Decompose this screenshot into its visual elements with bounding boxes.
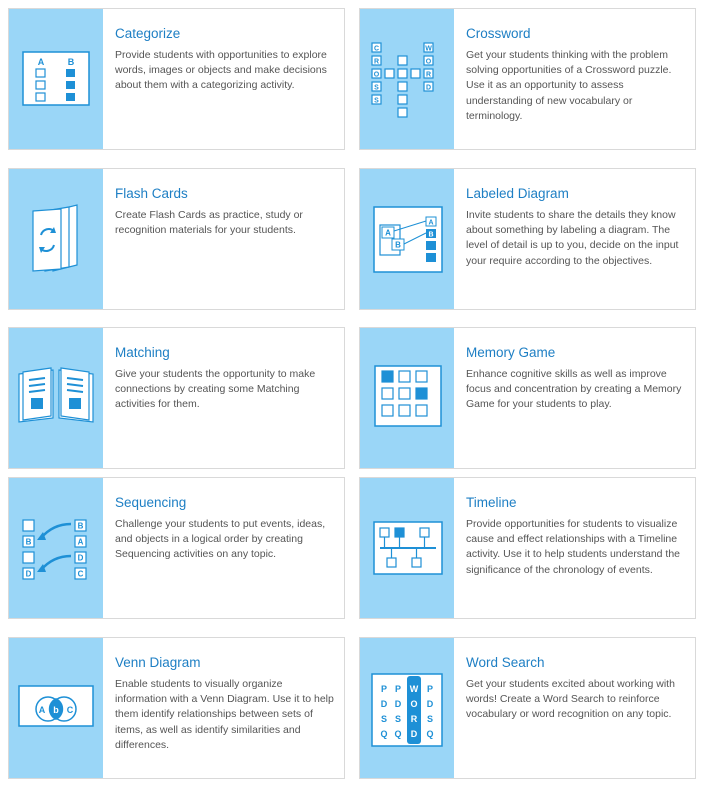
ws-letter: W bbox=[409, 684, 419, 694]
card-title[interactable]: Crossword bbox=[466, 26, 531, 41]
card-crossword[interactable] bbox=[359, 8, 696, 150]
card-memory-game[interactable] bbox=[359, 327, 696, 469]
ws-letter: Q bbox=[380, 729, 388, 739]
card-title[interactable]: Labeled Diagram bbox=[466, 186, 569, 201]
seq-left-letter: B bbox=[25, 537, 32, 547]
card-description: Challenge your students to put events, ideas, and objects in a logical order by creating Sequencing activities on any topic. bbox=[115, 518, 326, 561]
card-description: Get your students excited about working with words! Create a Word Search to reinforce vocabulary or word recognition on any topic. bbox=[466, 678, 675, 721]
ws-letter: D bbox=[426, 699, 434, 709]
cell-letter: W bbox=[425, 45, 432, 53]
cell-letter: R bbox=[425, 71, 432, 79]
cell-letter: R bbox=[373, 58, 380, 66]
col-b-label: B bbox=[67, 57, 75, 67]
card-title[interactable]: Flash Cards bbox=[115, 186, 188, 201]
matching-icon bbox=[9, 328, 103, 468]
sequencing-icon bbox=[9, 478, 103, 618]
card-title[interactable]: Sequencing bbox=[115, 495, 187, 510]
crossword-icon bbox=[360, 9, 454, 149]
card-title[interactable]: Memory Game bbox=[466, 345, 556, 360]
card-description: Get your students thinking with the problem solving opportunities of a Crossword puzzle. Use it as an opportunity to assess understanding of new vocabulary or terminology. bbox=[466, 49, 672, 122]
card-title[interactable]: Categorize bbox=[115, 26, 181, 41]
seq-right-letter: C bbox=[77, 569, 84, 579]
card-description: Provide students with opportunities to explore words, images or objects and make decisions about them with a categorizing activity. bbox=[115, 49, 327, 92]
labeled-diagram-icon bbox=[360, 169, 454, 309]
venn-a-label: A bbox=[38, 705, 46, 715]
seq-right-letter: A bbox=[77, 537, 84, 547]
word-search-icon bbox=[360, 638, 454, 778]
card-title[interactable]: Word Search bbox=[466, 655, 545, 670]
ws-letter: P bbox=[380, 684, 388, 694]
ws-letter: P bbox=[426, 684, 434, 694]
ws-letter: P bbox=[394, 684, 402, 694]
card-categorize[interactable] bbox=[8, 8, 345, 150]
seq-left-letter: D bbox=[25, 569, 32, 579]
card-word-search[interactable] bbox=[359, 637, 696, 779]
card-venn-diagram[interactable] bbox=[8, 637, 345, 779]
card-description: Provide opportunities for students to visualize cause and effect relationships with a Timeline activity. Use it to help students understand the significance of the chronology of events. bbox=[466, 518, 681, 576]
seq-right-letter: B bbox=[77, 521, 84, 531]
card-timeline[interactable] bbox=[359, 477, 696, 619]
label-b: B bbox=[395, 240, 401, 250]
timeline-icon bbox=[360, 478, 454, 618]
venn-c-label: C bbox=[66, 705, 74, 715]
card-flash-cards[interactable] bbox=[8, 168, 345, 310]
venn-b-label: b bbox=[53, 705, 59, 715]
seq-right-letter: D bbox=[77, 553, 84, 563]
card-description: Create Flash Cards as practice, study or recognition materials for your students. bbox=[115, 209, 303, 237]
label-a: A bbox=[385, 228, 391, 238]
card-title[interactable]: Venn Diagram bbox=[115, 655, 201, 670]
ws-letter: Q bbox=[394, 729, 402, 739]
ws-letter: S bbox=[380, 714, 388, 724]
cell-letter: O bbox=[373, 71, 380, 79]
cell-letter: D bbox=[425, 84, 432, 92]
cell-letter: S bbox=[374, 97, 379, 105]
card-description: Enable students to visually organize information with a Venn Diagram. Use it to help them identify relationships between sets of items, as well as identify similarities and differences. bbox=[115, 678, 334, 751]
memory-game-icon bbox=[360, 328, 454, 468]
card-description: Give your students the opportunity to make connections by creating some Matching activities for them. bbox=[115, 368, 316, 411]
card-sequencing[interactable] bbox=[8, 477, 345, 619]
col-a-label: A bbox=[37, 57, 45, 67]
ws-letter: S bbox=[394, 714, 402, 724]
card-description: Invite students to share the details they know about something by labeling a diagram. The level of detail is up to you, decide on the input your require according to the objectives. bbox=[466, 209, 679, 267]
card-labeled-diagram[interactable] bbox=[359, 168, 696, 310]
flash-cards-icon bbox=[9, 169, 103, 309]
ws-letter: Q bbox=[426, 729, 434, 739]
card-description: Enhance cognitive skills as well as improve focus and concentration by creating a Memory Game for your students to play. bbox=[466, 368, 682, 411]
ws-letter: O bbox=[410, 699, 418, 709]
target-b: B bbox=[428, 231, 434, 239]
ws-letter: D bbox=[394, 699, 402, 709]
cell-letter: O bbox=[425, 58, 432, 66]
ws-letter: R bbox=[410, 714, 418, 724]
categorize-icon bbox=[9, 9, 103, 149]
ws-letter: D bbox=[410, 729, 418, 739]
card-matching[interactable] bbox=[8, 327, 345, 469]
venn-diagram-icon bbox=[9, 638, 103, 778]
cell-letter: S bbox=[374, 84, 379, 92]
cell-letter: C bbox=[373, 45, 380, 53]
ws-letter: S bbox=[426, 714, 434, 724]
target-a: A bbox=[428, 219, 434, 227]
ws-letter: D bbox=[380, 699, 388, 709]
card-title[interactable]: Matching bbox=[115, 345, 170, 360]
card-title[interactable]: Timeline bbox=[466, 495, 517, 510]
